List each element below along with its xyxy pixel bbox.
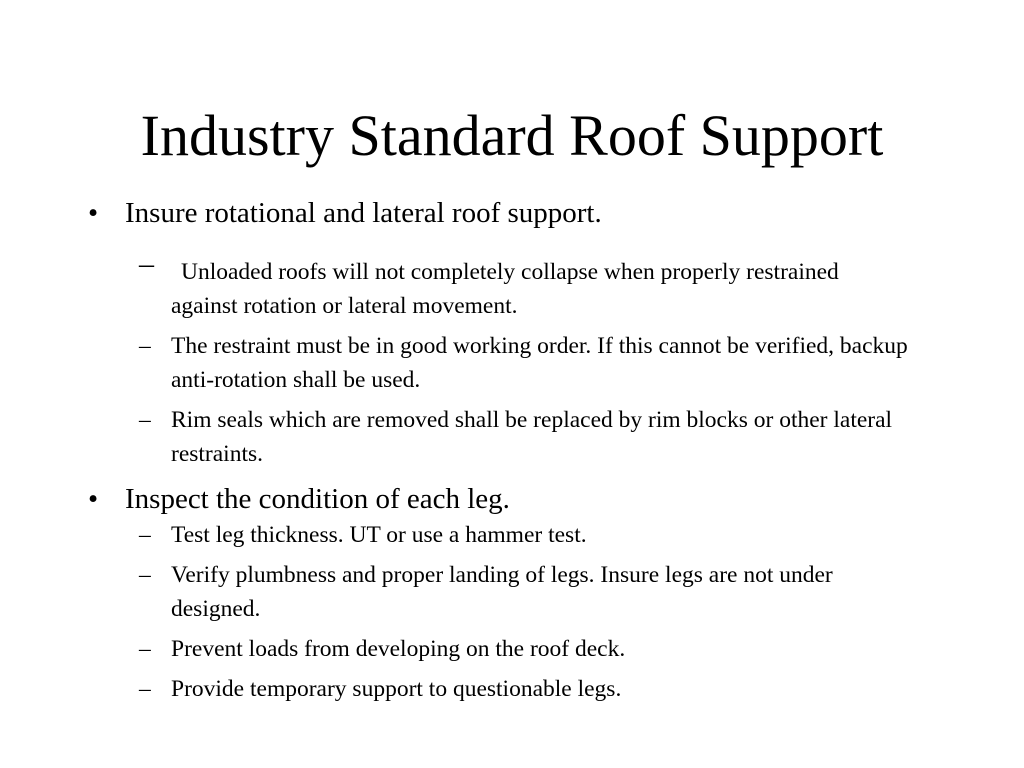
slide-title: Industry Standard Roof Support xyxy=(140,103,884,168)
sub-item-text: Test leg thickness. UT or use a hammer test. xyxy=(171,522,587,548)
sub-item-2-4 xyxy=(139,672,911,706)
sub-item-text: Prevent loads from developing on the roof deck. xyxy=(171,636,626,662)
bullet-text: Inspect the condition of each leg. xyxy=(125,483,510,515)
sub-item-text: Rim seals which are removed shall be replaced by rim blocks or other lateral restraints. xyxy=(171,407,893,467)
sub-item-2-3 xyxy=(139,632,911,666)
dash-icon: – xyxy=(139,522,151,548)
dash-icon: – xyxy=(139,407,151,433)
dash-icon: – xyxy=(139,247,154,280)
dash-icon: – xyxy=(139,636,151,662)
sub-item-2-1 xyxy=(139,518,911,552)
bullet-icon: • xyxy=(88,197,99,229)
bullet-icon: • xyxy=(88,483,99,515)
bullet-item-2 xyxy=(88,481,925,517)
sub-item-text: Unloaded roofs will not completely collapse when properly restrained against rotation or lateral movement. xyxy=(171,259,839,319)
bullet-text: Insure rotational and lateral roof support. xyxy=(125,197,602,229)
dash-icon: – xyxy=(139,333,151,359)
bullet-item-1 xyxy=(88,195,925,231)
sub-item-text: Provide temporary support to questionable legs. xyxy=(171,676,622,702)
dash-icon: – xyxy=(139,562,151,588)
slide-body xyxy=(0,195,1024,706)
sub-item-1-1 xyxy=(139,247,911,323)
sub-item-2-2 xyxy=(139,558,911,626)
sub-item-1-3 xyxy=(139,403,911,471)
sub-item-1-2 xyxy=(139,329,911,397)
sub-item-text: Verify plumbness and proper landing of legs. Insure legs are not under designed. xyxy=(171,562,833,622)
dash-icon: – xyxy=(139,676,151,702)
sub-item-text: The restraint must be in good working order. If this cannot be verified, backup anti-rotation shall be used. xyxy=(171,333,908,393)
